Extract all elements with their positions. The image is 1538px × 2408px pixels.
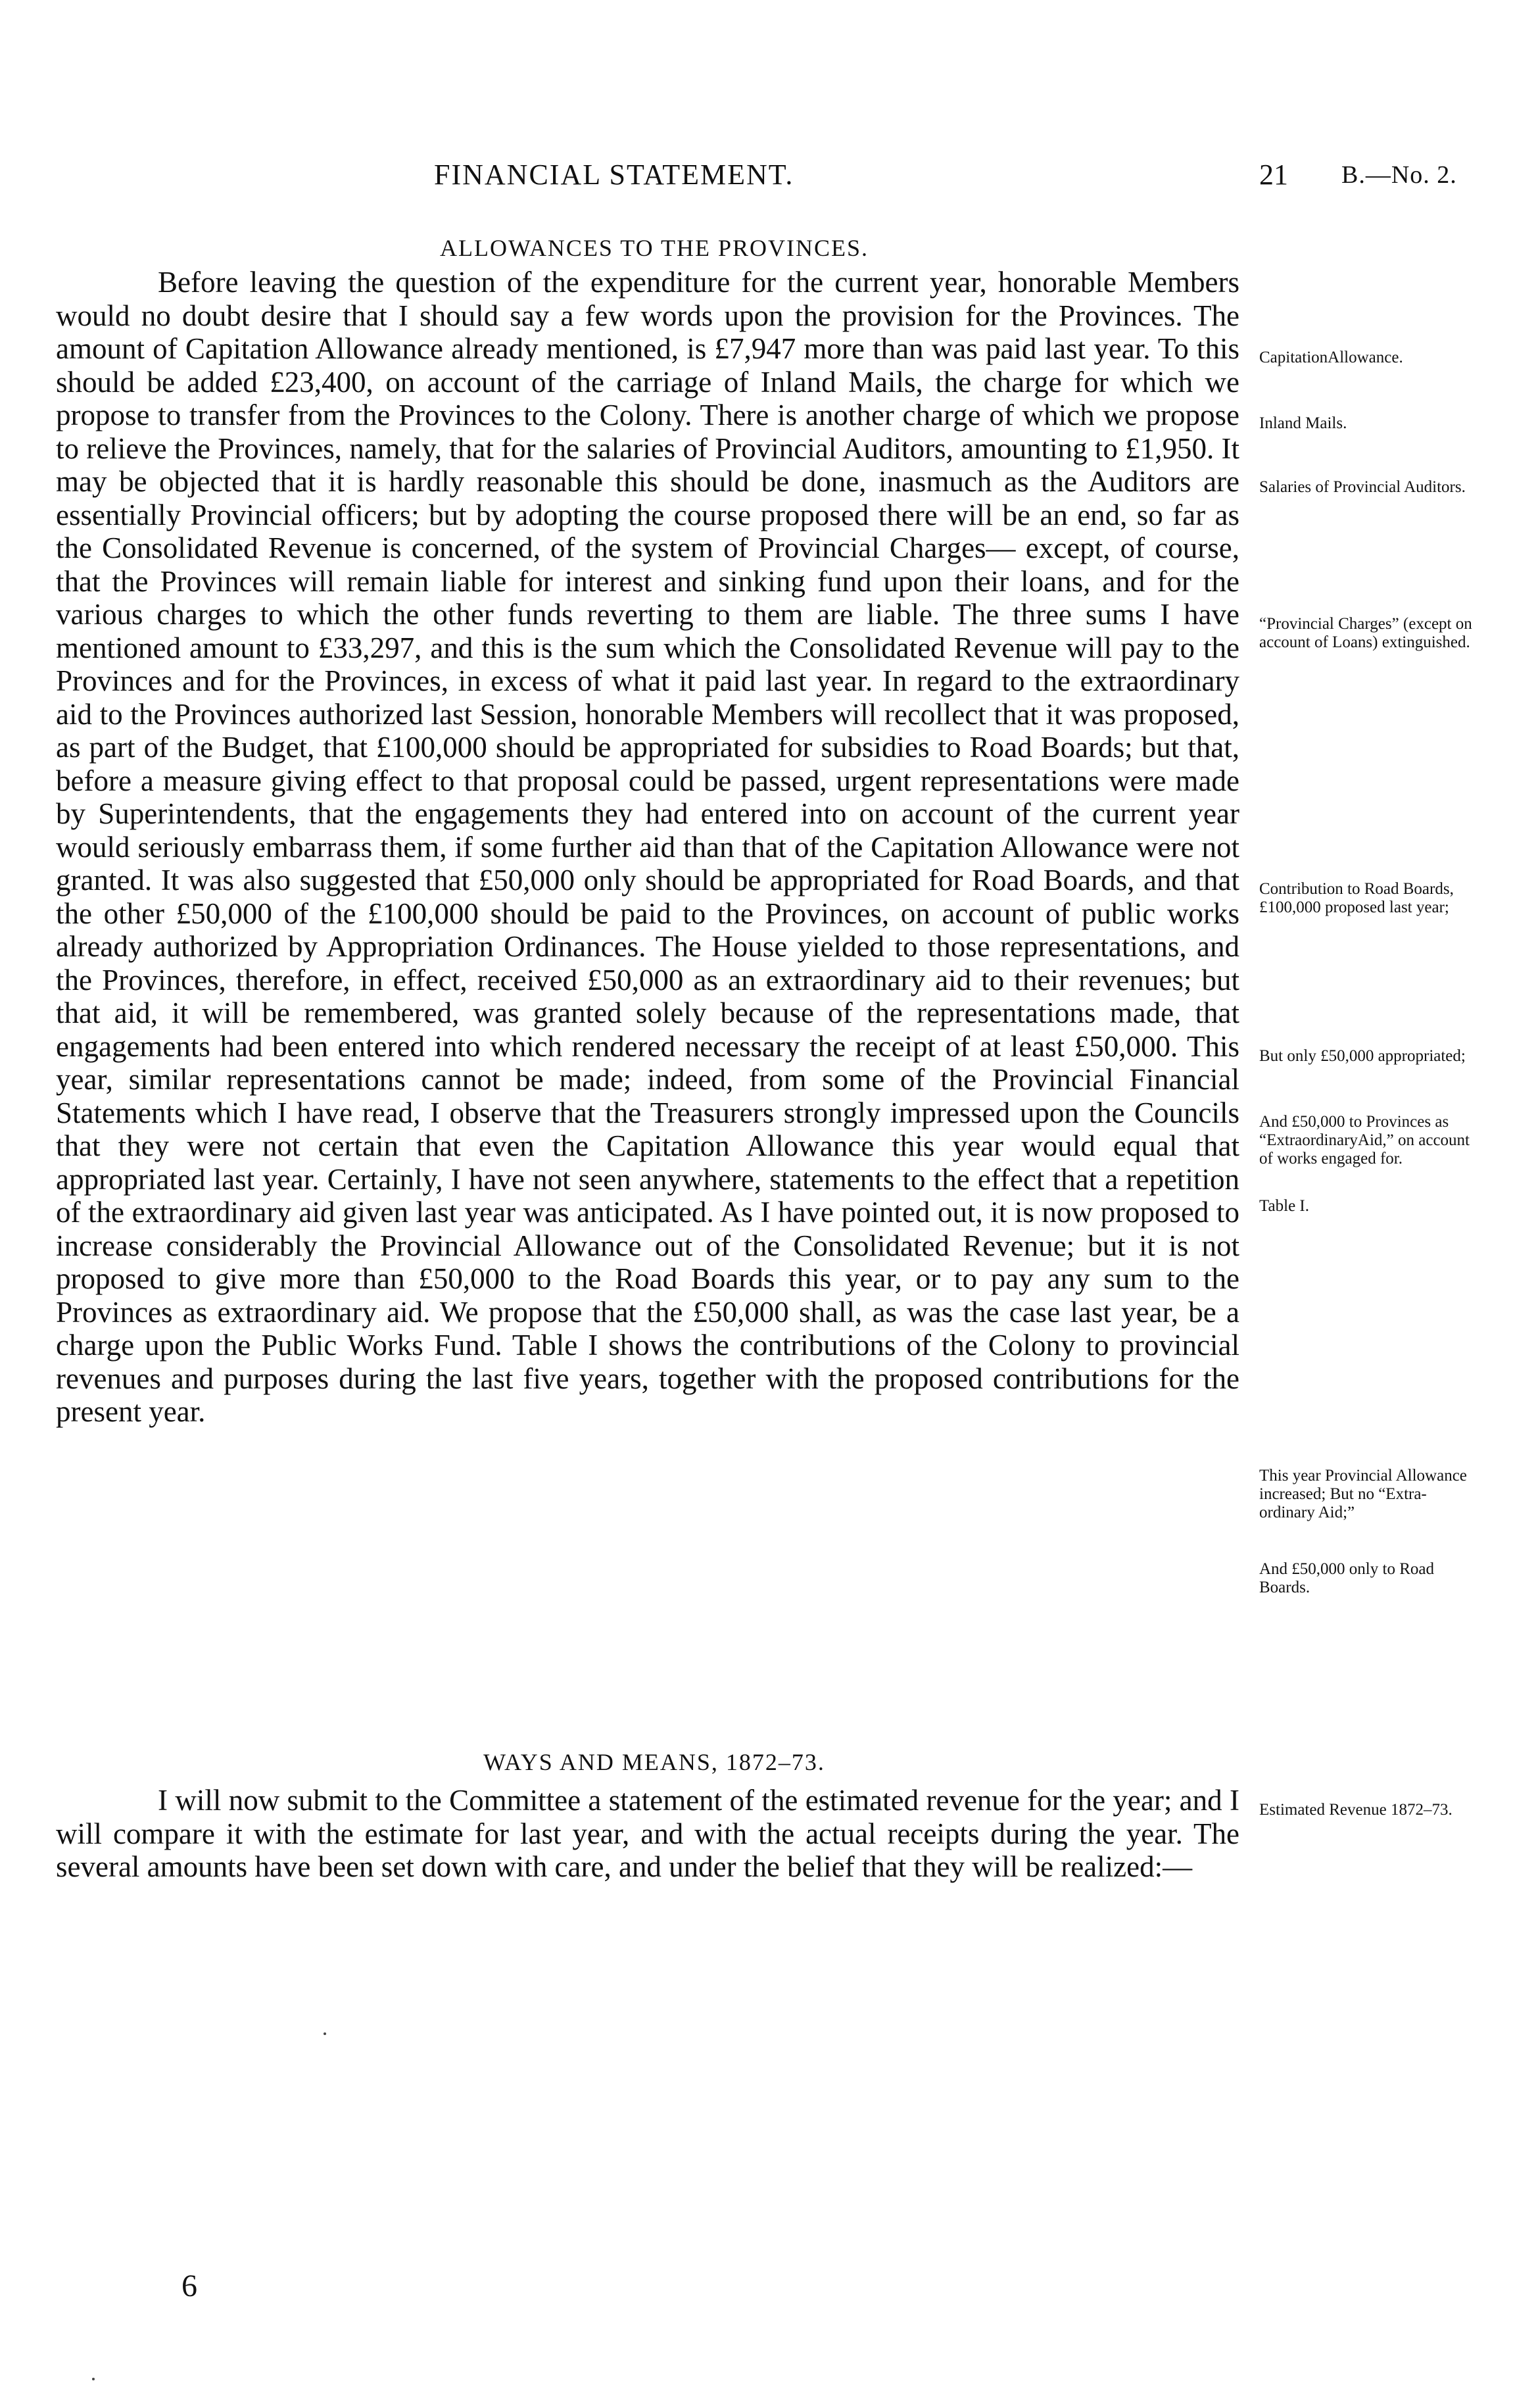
margin-note-provincial-charges: “Provincial Charges” (except on account of Loans) extinguished.	[1259, 615, 1472, 651]
body-paragraph-allowances	[56, 266, 1239, 1429]
margin-note-road-boards-proposed: Contribution to Road Boards, £100,000 proposed last year;	[1259, 880, 1454, 916]
paragraph-text: Before leaving the question of the expenditure for the current year, honorable Members would no doubt desire that I should say a few words upon the provision for the Provinces. The amount of Capitation Allowance already mentioned, is £7,947 more than was paid last year. To this should be added £23,400, on account of the carriage of Inland Mails, the charge for which we propose to transfer from the Provinces to the Colony. There is another charge of which we propose to relieve the Provinces, namely, that for the salaries of Provincial Auditors, amounting to £1,950. It may be objected that it is hardly reasonable this should be done, inasmuch as the Auditors are essentially Provincial officers; but by adopting the course proposed there will be an end, so far as the Consolidated Revenue is concerned, of the system of Provincial Charges— except, of course, that the Provinces will remain liable for interest and sinking fund upon their loans, and for the various charges to which the other funds reverting to them are liable. The three sums I have mentioned amount to £33,297, and this is the sum which the Consolidated Revenue will pay to the Provinces and for the Provinces, in excess of what it paid last year. In regard to the extraordinary aid to the Provinces authorized last Session, honorable Members will recollect that it was proposed, as part of the Budget, that £100,000 should be appropriated for subsidies to Road Boards; but that, before a measure giving effect to that proposal could be passed, urgent representations were made by Superintendents, that the engagements they had entered into on account of the current year would seriously embarrass them, if some further aid than that of the Capitation Allowance were not granted. It was also suggested that £50,000 only should be appropriated for Road Boards, and that the other £50,000 of the £100,000 should be paid to the Provinces, on account of public works already authorized by Appropriation Ordinances. The House yielded to those representations, and the Provinces, therefore, in effect, received £50,000 as an extraordinary aid to their revenues; but that aid, it will be remembered, was granted solely because of the representations made, that engagements had been entered into which rendered necessary the receipt of at least £50,000. This year, similar representations cannot be made; indeed, from some of the Provincial Financial Statements which I have read, I observe that the Treasurers strongly impressed upon the Councils that they were not certain that even the Capitation Allowance this year would equal that appropriated last year. Certainly, I have not seen anywhere, statements to the effect that a repetition of the extraordinary aid given last year was anticipated. As I have pointed out, it is now proposed to increase considerably the Provincial Allowance out of the Consolidated Revenue; but it is not proposed to give more than £50,000 to the Road Boards this year, or to pay any sum to the Provinces as extraordinary aid. We propose that the £50,000 shall, as was the case last year, be a charge upon the Public Works Fund. Table I shows the contributions of the Colony to provincial revenues and purposes during the last five years, together with the proposed contributions for the present year.	[56, 266, 1239, 1428]
document-reference: B.—No. 2.	[1341, 161, 1457, 189]
margin-note-estimated-revenue: Estimated Revenue 1872–73.	[1259, 1801, 1453, 1819]
paper-speck	[324, 2032, 326, 2035]
margin-note-auditors: Salaries of Provincial Auditors.	[1259, 478, 1466, 496]
page-number: 21	[1259, 159, 1288, 191]
margin-note-only-appropriated: But only £50,000 appropriated;	[1259, 1047, 1466, 1065]
running-header	[0, 158, 1538, 197]
running-title: FINANCIAL STATEMENT.	[434, 159, 794, 191]
margin-note-allowance-increased: This year Provincial Allowance increased; But no “Extra-ordinary Aid;”	[1259, 1467, 1467, 1521]
margin-note-table-ref: Table I.	[1259, 1197, 1309, 1215]
paragraph-text: I will now submit to the Committee a statement of the estimated revenue for the year; and I will compare it with the estimate for last year, and with the actual receipts during the year. The several amounts have been set down with care, and under the belief that they will be realized:—	[56, 1784, 1239, 1883]
section-heading-allowances: ALLOWANCES TO THE PROVINCES.	[439, 235, 869, 261]
folio-number: 6	[181, 2269, 197, 2303]
margin-note-road-boards-only: And £50,000 only to Road Boards.	[1259, 1560, 1434, 1596]
paper-speck	[92, 2378, 95, 2380]
margin-note-capitation: CapitationAllowance.	[1259, 349, 1403, 366]
margin-note-inland-mails: Inland Mails.	[1259, 414, 1347, 432]
section-heading-ways-and-means: WAYS AND MEANS, 1872–73.	[483, 1749, 825, 1775]
margin-note-extraordinary-aid: And £50,000 to Provinces as “ExtraordinaryAid,” on account of works engaged for.	[1259, 1113, 1470, 1167]
body-paragraph-ways-and-means	[56, 1784, 1239, 1884]
